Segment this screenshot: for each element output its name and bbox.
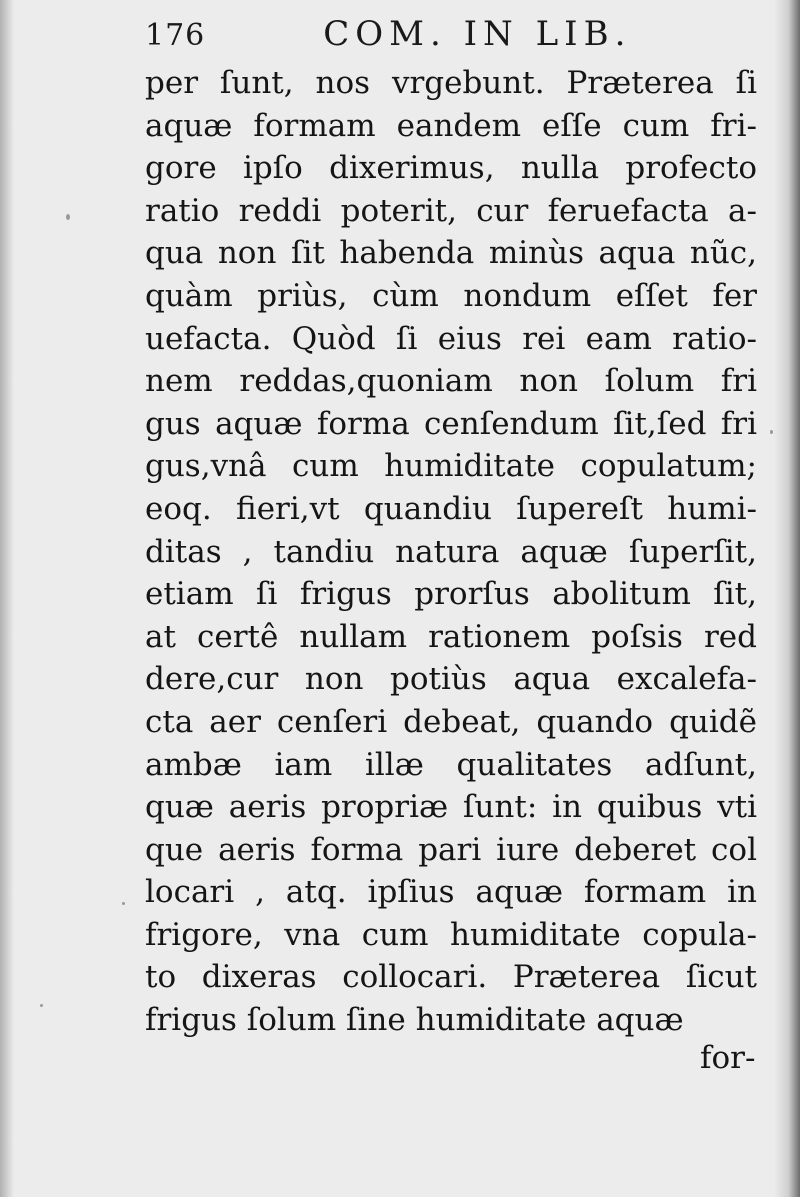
page-gutter-shadow (774, 0, 800, 1197)
text-line: ambæ iam illæ qualitates adſunt, (145, 746, 757, 783)
page-left-shadow (0, 0, 14, 1197)
text-line: nem reddas,quoniam non ſolum fri (145, 363, 757, 400)
text-line: gus,vnâ cum humiditate copulatum; (145, 448, 757, 485)
catchword: for- (700, 1040, 756, 1076)
text-line: que aeris forma pari iure deberet col (145, 831, 757, 868)
text-line: cta aer cenſeri debeat, quando quidẽ (145, 703, 757, 740)
paper-speck (40, 1004, 43, 1007)
text-line: eoq. fieri,vt quandiu ſupereſt humi- (145, 490, 757, 527)
text-line: dere,cur non potiùs aqua excalefa- (145, 661, 757, 698)
body-text (145, 62, 765, 1042)
text-line: uefacta. Quòd ſi eius rei eam ratio- (145, 320, 757, 357)
text-line: ratio reddi poterit, cur feruefacta a- (145, 192, 757, 229)
text-line: ditas , tandiu natura aquæ ſuperſit, (145, 533, 757, 570)
text-line: quæ aeris propriæ ſunt: in quibus vti (145, 789, 757, 826)
text-line: aquæ formam eandem eſſe cum fri- (145, 107, 757, 144)
page-number: 176 (145, 18, 206, 53)
text-line: frigus ſolum ſine humiditate aquæ (145, 1002, 684, 1039)
text-line: locari , atq. ipſius aquæ formam in (145, 874, 757, 911)
text-line: etiam ſi frigus prorſus abolitum ſit, (145, 576, 757, 613)
text-line: to dixeras collocari. Præterea ſicut (145, 959, 757, 996)
text-line: per ſunt, nos vrgebunt. Præterea ſi (145, 65, 757, 101)
running-head: COM. IN LIB. (323, 14, 632, 54)
page-header (145, 14, 745, 54)
text-line: at certê nullam rationem poſsis red (145, 618, 757, 655)
paper-speck (770, 430, 773, 434)
paper-speck (66, 214, 70, 220)
text-line: frigore, vna cum humiditate copula- (145, 916, 757, 953)
text-line: qua non ſit habenda minùs aqua nũc, (145, 235, 757, 272)
text-line: quàm priùs, cùm nondum eſſet fer (145, 277, 757, 314)
text-line: gore ipſo dixerimus, nulla profecto (145, 150, 757, 187)
text-line: gus aquæ forma cenſendum ſit,ſed fri (145, 405, 757, 442)
paper-speck (122, 902, 125, 905)
